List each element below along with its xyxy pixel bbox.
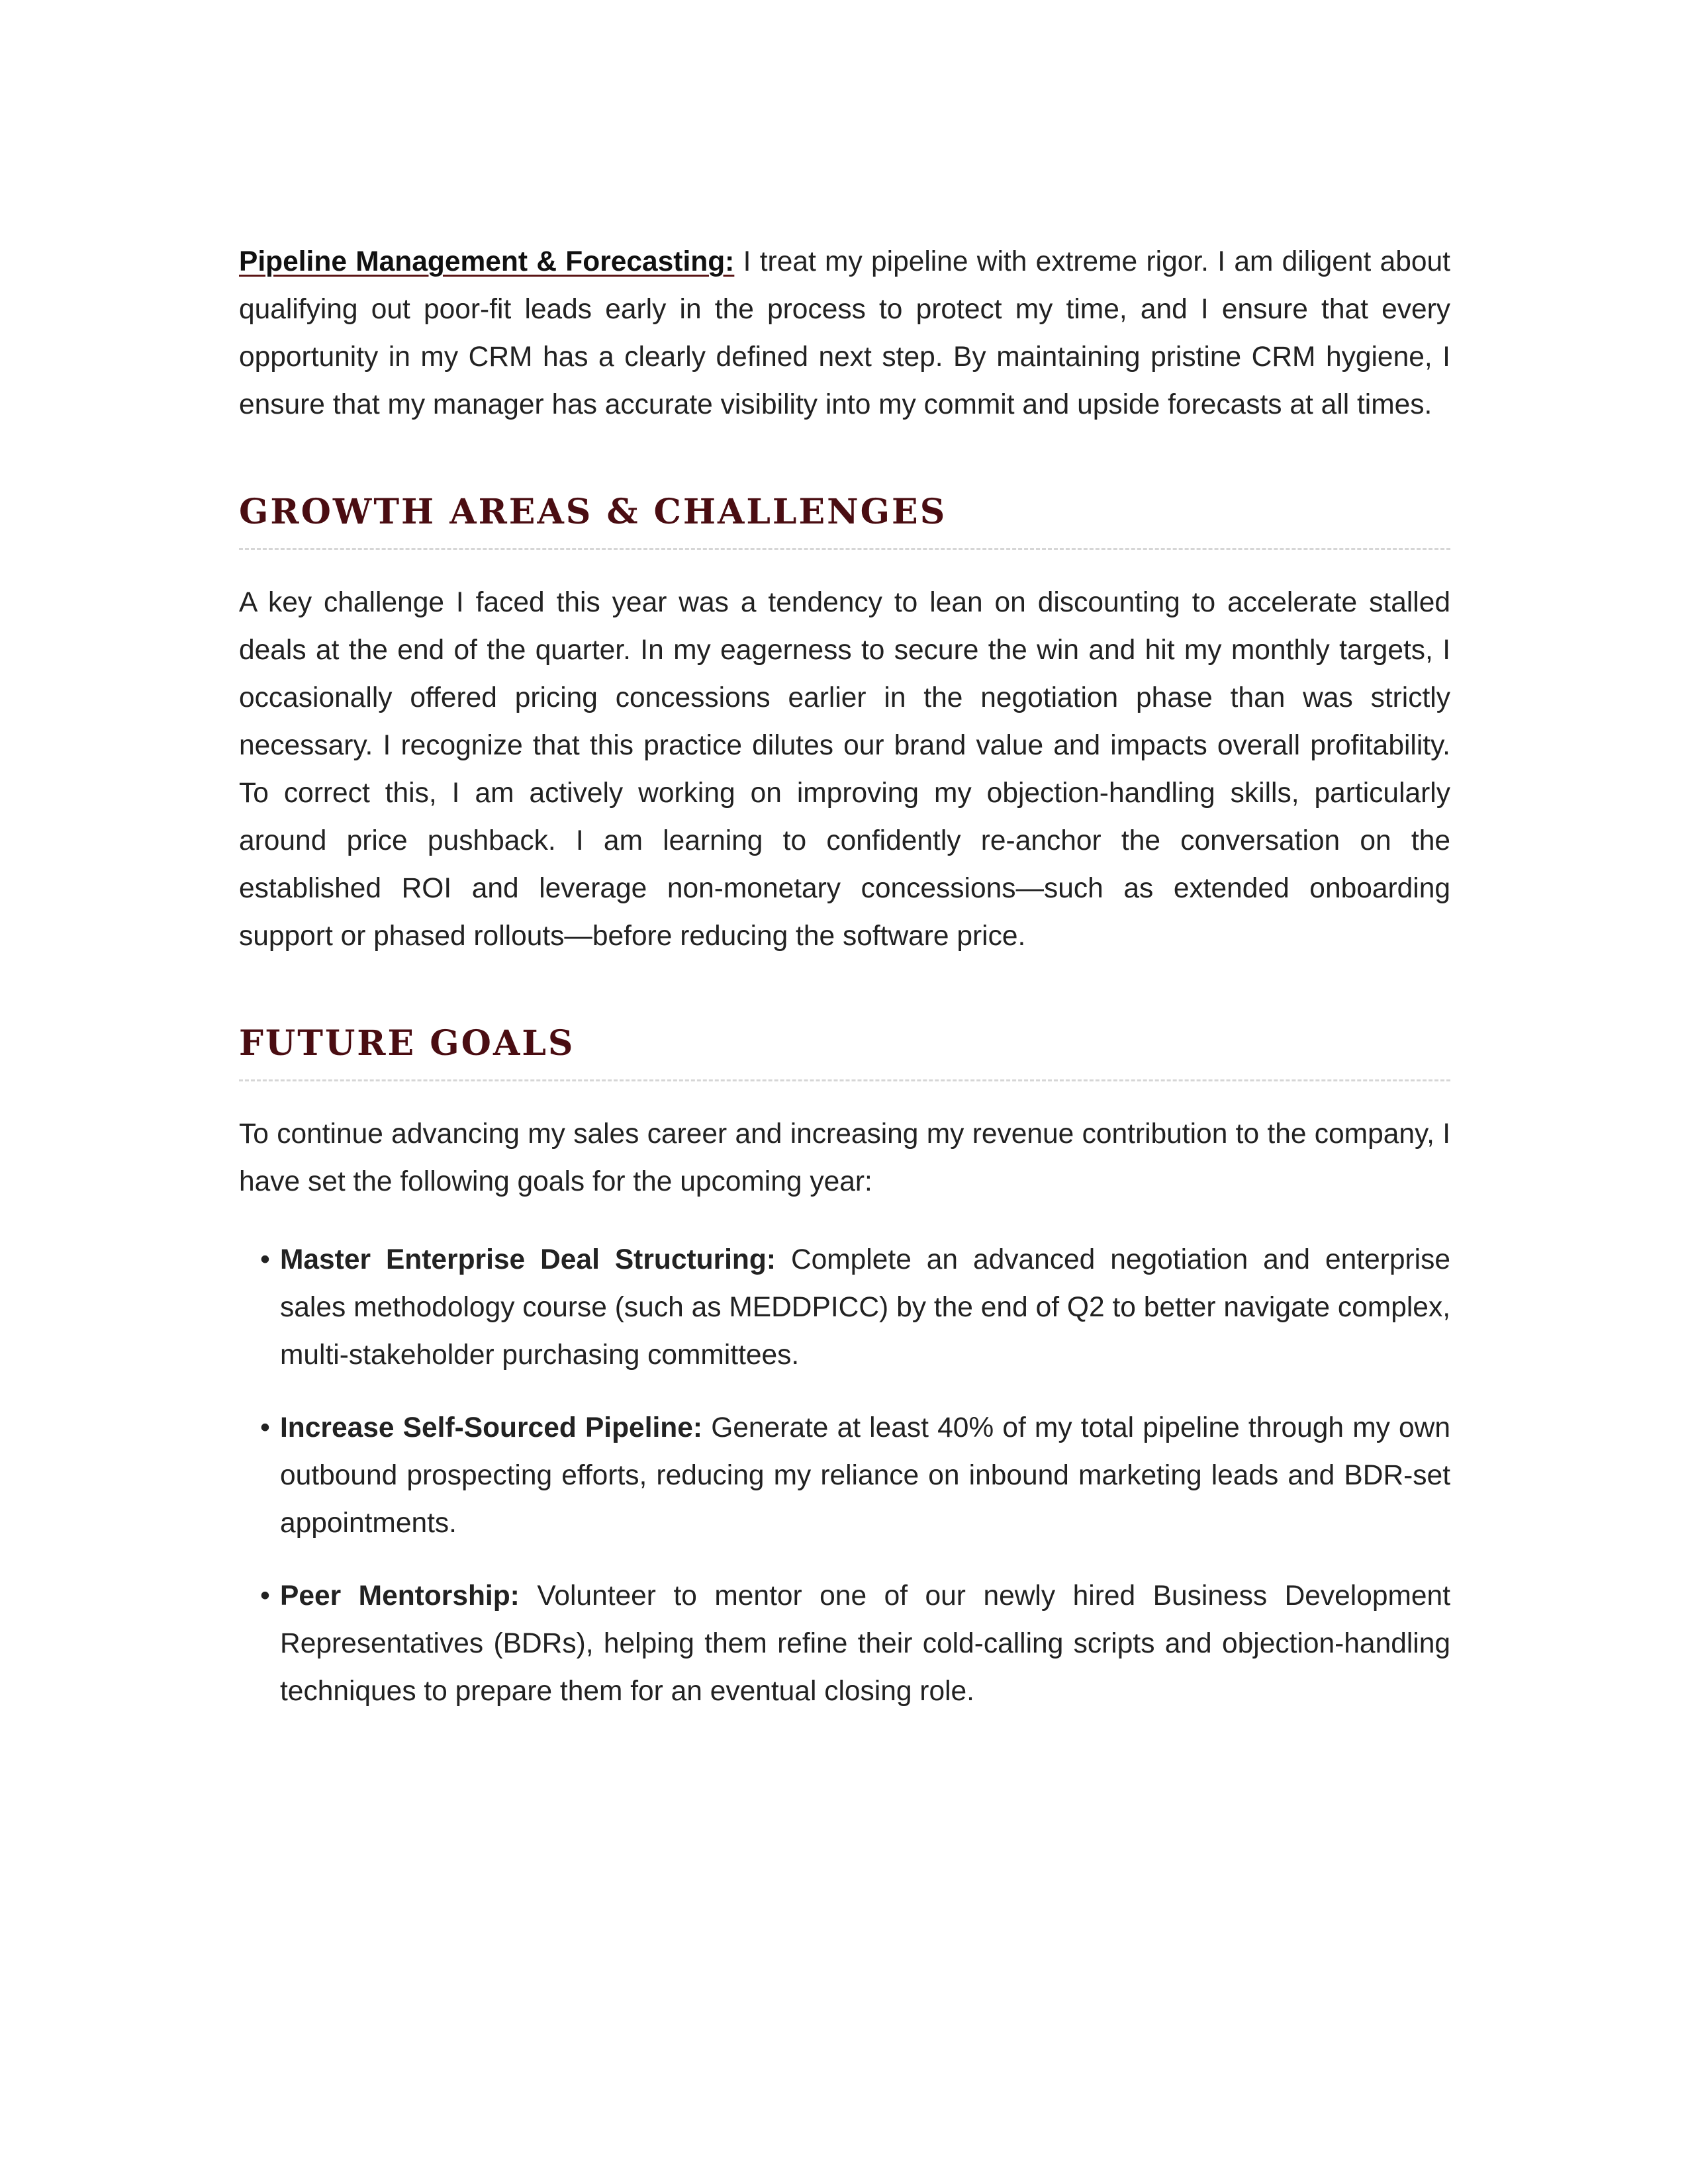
goal-text: Volunteer to mentor one of our newly hired Business Development Representatives (BDRs), helping them refine their cold-calling scripts and objection-handling techniques to prepare them for an eventual closing role. xyxy=(280,1580,1451,1707)
future-goals-intro: To continue advancing my sales career and increasing my revenue contribution to the company, I have set the following goals for the upcoming year: xyxy=(239,1118,1450,1197)
growth-section xyxy=(239,488,1450,960)
future-goals-heading: FUTURE GOALS xyxy=(239,1020,1450,1081)
bullet-icon: • xyxy=(260,1244,270,1275)
bullet-icon: • xyxy=(260,1580,270,1612)
list-item xyxy=(239,1572,1450,1715)
future-goals-section xyxy=(239,1020,1450,1715)
goal-term: Increase Self-Sourced Pipeline: xyxy=(280,1412,703,1443)
goals-list xyxy=(239,1236,1450,1715)
goal-term: Peer Mentorship: xyxy=(280,1580,520,1612)
growth-heading: GROWTH AREAS & CHALLENGES xyxy=(239,488,1450,550)
pipeline-lead-term: Pipeline Management & Forecasting: xyxy=(239,246,735,277)
goal-term: Master Enterprise Deal Structuring: xyxy=(280,1244,776,1275)
goal-text: Complete an advanced negotiation and enterprise sales methodology course (such as MEDDPICC) by the end of Q2 to better navigate complex, multi-stakeholder purchasing committees. xyxy=(280,1244,1450,1371)
document-page xyxy=(239,238,1450,1741)
list-item xyxy=(239,1404,1450,1547)
pipeline-text: I treat my pipeline with extreme rigor. I am diligent about qualifying out poor-fit leads early in the process to protect my time, and I ensure that every opportunity in my CRM has a clearly defined next step. By maintaining pristine CRM hygiene, I ensure that my manager has accurate visibility into my commit and upside forecasts at all times. xyxy=(239,246,1450,420)
bullet-icon: • xyxy=(260,1412,270,1443)
list-item xyxy=(239,1236,1450,1379)
goal-text: Generate at least 40% of my total pipeline through my own outbound prospecting efforts, reducing my reliance on inbound marketing leads and BDR-set appointments. xyxy=(280,1412,1450,1539)
growth-paragraph: A key challenge I faced this year was a tendency to lean on discounting to accelerate stalled deals at the end of the quarter. In my eagerness to secure the win and hit my monthly targets, I occasionally offered pricing concessions earlier in the negotiation phase than was strictly necessary. I recognize that this practice dilutes our brand value and impacts overall profitability. To correct this, I am actively working on improving my objection-handling skills, particularly around price pushback. I am learning to confidently re-anchor the conversation on the established ROI and leverage non-monetary concessions—such as extended onboarding support or phased rollouts—before reducing the software price. xyxy=(239,587,1450,952)
pipeline-paragraph xyxy=(239,238,1450,429)
